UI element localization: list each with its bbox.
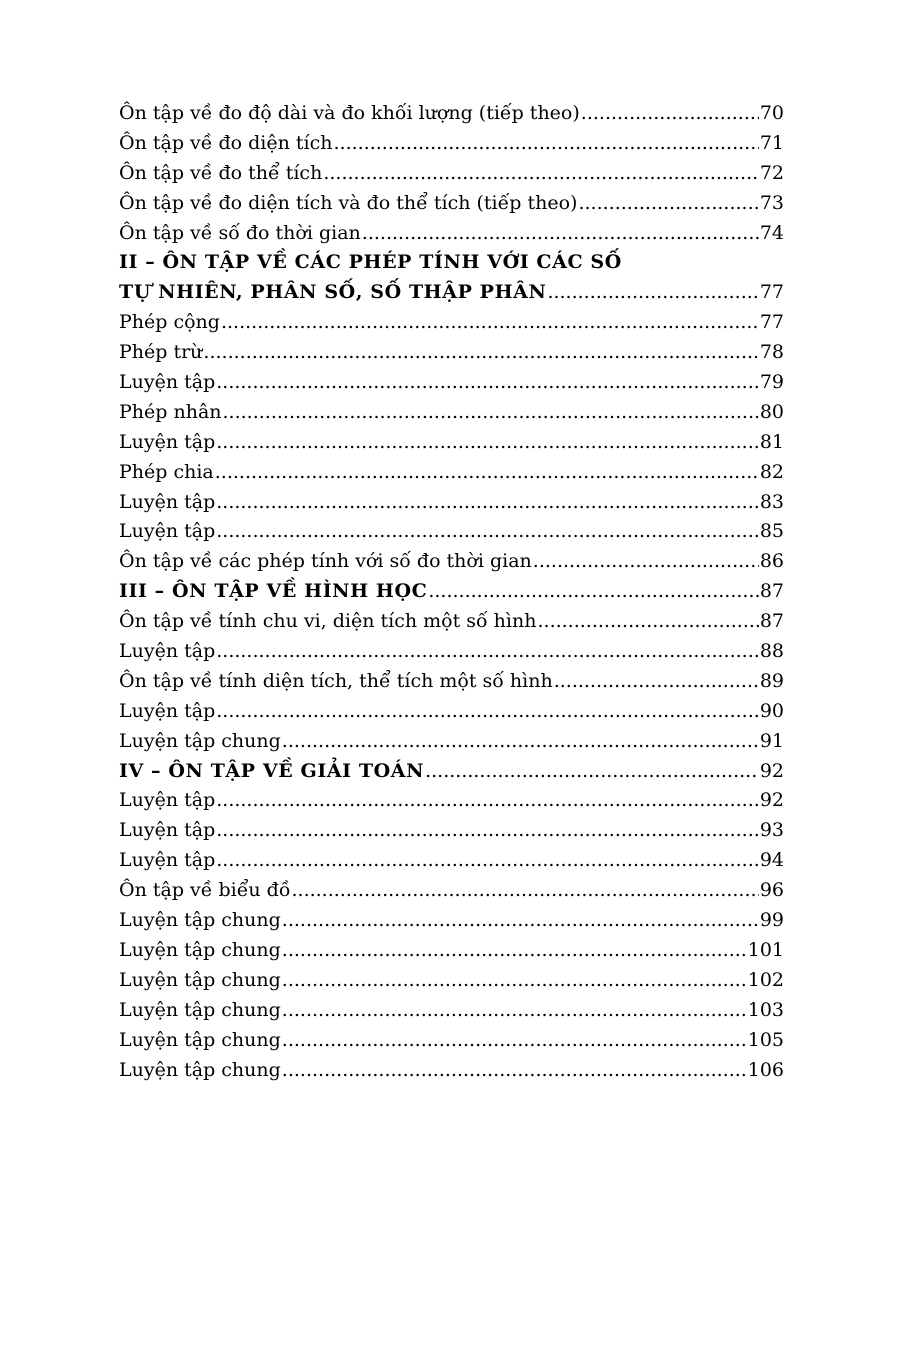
- toc-entry-page: 106: [747, 1058, 784, 1081]
- toc-entry[interactable]: [119, 428, 784, 458]
- toc-entry-page: 88: [759, 640, 784, 663]
- toc-entry-page: 105: [747, 1028, 784, 1051]
- toc-entry[interactable]: [119, 308, 784, 338]
- toc-entry[interactable]: [119, 816, 784, 846]
- toc-entry[interactable]: [119, 846, 784, 876]
- dot-leader: [533, 547, 759, 577]
- dot-leader: [282, 906, 759, 936]
- toc-entry-label: Luyện tập chung: [119, 909, 281, 932]
- toc-entry-label: Ôn tập về đo độ dài và đo khối lượng (tiếp theo): [119, 102, 580, 124]
- toc-section-heading[interactable]: [119, 278, 784, 308]
- dot-leader: [216, 697, 759, 727]
- table-of-contents: [119, 99, 784, 1085]
- toc-section-heading-label: IV – ÔN TẬP VỀ GIẢI TOÁN: [119, 759, 425, 782]
- toc-entry-label: Luyện tập chung: [119, 729, 281, 752]
- dot-leader: [216, 428, 759, 458]
- dot-leader: [216, 517, 759, 547]
- toc-entry-page: 80: [759, 400, 784, 423]
- toc-entry-page: 72: [759, 161, 784, 184]
- toc-entry-label: Ôn tập về các phép tính với số đo thời gian: [119, 550, 532, 573]
- toc-entry-label: Luyện tập: [119, 849, 216, 872]
- toc-entry-page: 91: [759, 729, 784, 752]
- toc-entry-page: 101: [747, 938, 784, 961]
- toc-entry-label: Ôn tập về đo diện tích và đo thể tích (tiếp theo): [119, 191, 578, 214]
- dot-leader: [282, 966, 747, 996]
- toc-entry-label: Ôn tập về đo thể tích: [119, 161, 323, 184]
- toc-section-heading-label: III – ÔN TẬP VỀ HÌNH HỌC: [119, 580, 428, 603]
- toc-entry-page: 71: [759, 131, 784, 154]
- toc-entry-label: Luyện tập chung: [119, 998, 281, 1021]
- dot-leader: [547, 278, 758, 308]
- toc-entry-page: 77: [759, 311, 784, 334]
- toc-section-heading[interactable]: [119, 248, 784, 278]
- toc-entry-page: 86: [759, 550, 784, 573]
- toc-entry-label: Luyện tập: [119, 819, 216, 842]
- toc-entry[interactable]: [119, 338, 784, 368]
- toc-entry-page: 77: [759, 281, 784, 304]
- toc-entry[interactable]: [119, 99, 784, 129]
- toc-section-heading-label: TỰ NHIÊN, PHÂN SỐ, SỐ THẬP PHÂN: [119, 281, 547, 304]
- toc-entry-label: Luyện tập chung: [119, 968, 281, 991]
- toc-entry-page: 85: [759, 520, 784, 543]
- dot-leader: [282, 1056, 747, 1086]
- toc-entry-page: 78: [759, 341, 784, 364]
- toc-section-heading[interactable]: [119, 757, 784, 787]
- dot-leader: [282, 936, 747, 966]
- toc-entry[interactable]: [119, 697, 784, 727]
- toc-entry[interactable]: [119, 876, 784, 906]
- toc-entry-label: Phép cộng: [119, 311, 220, 334]
- toc-entry-page: 82: [759, 460, 784, 483]
- toc-entry-page: 79: [759, 371, 784, 394]
- toc-entry-label: Luyện tập chung: [119, 1028, 281, 1051]
- toc-entry-page: 94: [759, 849, 784, 872]
- toc-entry[interactable]: [119, 517, 784, 547]
- toc-section-heading[interactable]: [119, 577, 784, 607]
- toc-entry-page: 92: [759, 759, 784, 782]
- toc-entry[interactable]: [119, 936, 784, 966]
- toc-entry-page: 89: [759, 669, 784, 692]
- toc-entry[interactable]: [119, 129, 784, 159]
- toc-entry-label: Luyện tập: [119, 640, 216, 663]
- toc-entry-page: 73: [759, 191, 784, 214]
- toc-entry-page: 74: [759, 221, 784, 244]
- toc-entry[interactable]: [119, 667, 784, 697]
- toc-entry-label: Luyện tập chung: [119, 1058, 281, 1081]
- toc-entry-page: 102: [747, 968, 784, 991]
- dot-leader: [282, 996, 747, 1026]
- toc-entry-page: 83: [759, 490, 784, 513]
- dot-leader: [215, 458, 759, 488]
- toc-entry-label: Ôn tập về tính diện tích, thể tích một số hình: [119, 669, 553, 692]
- toc-entry-label: Luyện tập: [119, 430, 216, 453]
- toc-entry-label: Phép trừ: [119, 341, 203, 364]
- dot-leader: [333, 129, 758, 159]
- dot-leader: [221, 308, 759, 338]
- toc-entry-label: Phép nhân: [119, 400, 222, 423]
- toc-entry[interactable]: [119, 966, 784, 996]
- dot-leader: [578, 189, 758, 219]
- toc-entry[interactable]: [119, 1026, 784, 1056]
- dot-leader: [581, 99, 759, 129]
- toc-entry-label: Luyện tập chung: [119, 938, 281, 961]
- dot-leader: [291, 876, 758, 906]
- dot-leader: [216, 786, 759, 816]
- toc-entry-page: 92: [759, 789, 784, 812]
- dot-leader: [216, 816, 759, 846]
- toc-entry[interactable]: [119, 398, 784, 428]
- toc-entry-label: Ôn tập về đo diện tích: [119, 131, 333, 154]
- toc-entry-page: 70: [759, 102, 784, 124]
- toc-entry[interactable]: [119, 159, 784, 189]
- toc-entry-label: Ôn tập về biểu đồ: [119, 879, 291, 902]
- dot-leader: [428, 577, 758, 607]
- toc-entry[interactable]: [119, 458, 784, 488]
- toc-entry-label: Luyện tập: [119, 699, 216, 722]
- toc-entry-label: Luyện tập: [119, 490, 216, 513]
- toc-entry[interactable]: [119, 906, 784, 936]
- toc-entry[interactable]: [119, 607, 784, 637]
- toc-entry-page: 90: [759, 699, 784, 722]
- dot-leader: [425, 757, 759, 787]
- toc-entry-page: 93: [759, 819, 784, 842]
- toc-entry-label: Luyện tập: [119, 520, 216, 543]
- dot-leader: [223, 398, 759, 428]
- dot-leader: [323, 159, 758, 189]
- toc-entry-page: 87: [759, 580, 784, 603]
- toc-entry[interactable]: [119, 189, 784, 219]
- toc-entry[interactable]: [119, 219, 784, 249]
- dot-leader: [554, 667, 759, 697]
- dot-leader: [216, 637, 759, 667]
- toc-entry-page: 99: [759, 909, 784, 932]
- toc-entry-label: Luyện tập: [119, 789, 216, 812]
- dot-leader: [203, 338, 758, 368]
- toc-entry[interactable]: [119, 786, 784, 816]
- toc-entry[interactable]: [119, 368, 784, 398]
- dot-leader: [216, 846, 759, 876]
- toc-entry[interactable]: [119, 488, 784, 518]
- toc-entry-label: Phép chia: [119, 460, 214, 483]
- dot-leader: [537, 607, 758, 637]
- toc-entry-label: Luyện tập: [119, 371, 216, 394]
- toc-entry[interactable]: [119, 996, 784, 1026]
- dot-leader: [282, 1026, 747, 1056]
- toc-entry-label: Ôn tập về tính chu vi, diện tích một số hình: [119, 610, 537, 633]
- dot-leader: [282, 727, 759, 757]
- toc-entry-label: Ôn tập về số đo thời gian: [119, 221, 361, 244]
- toc-entry[interactable]: [119, 547, 784, 577]
- dot-leader: [216, 488, 759, 518]
- toc-entry-page: 96: [759, 879, 784, 902]
- toc-entry[interactable]: [119, 727, 784, 757]
- toc-entry-page: 103: [747, 998, 784, 1021]
- toc-section-heading-label: II – ÔN TẬP VỀ CÁC PHÉP TÍNH VỚI CÁC SỐ: [119, 251, 622, 274]
- dot-leader: [216, 368, 759, 398]
- toc-entry-page: 81: [759, 430, 784, 453]
- dot-leader: [362, 219, 759, 249]
- toc-entry[interactable]: [119, 637, 784, 667]
- toc-entry[interactable]: [119, 1056, 784, 1086]
- toc-entry-page: 87: [759, 610, 784, 633]
